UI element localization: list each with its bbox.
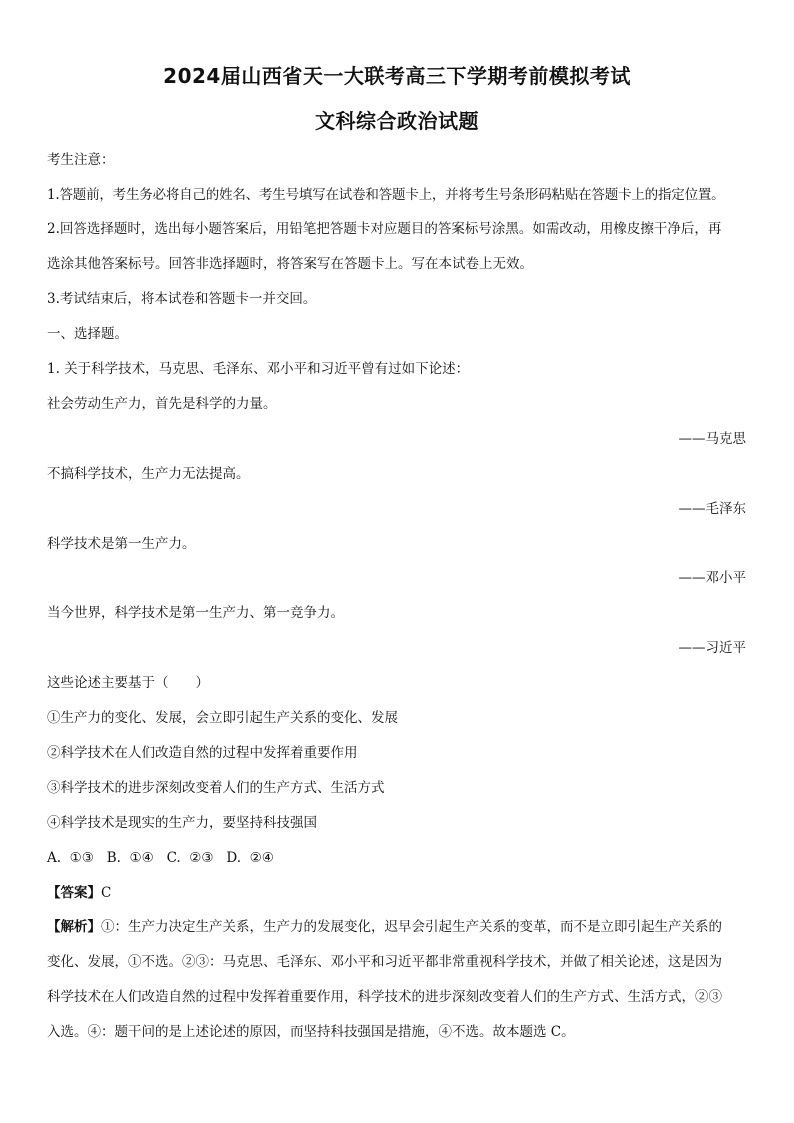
notice-heading: 考生注意： <box>47 152 115 168</box>
question-stem: 1. 关于科学技术，马克思、毛泽东、邓小平和习近平曾有过如下论述： <box>47 361 470 377</box>
exam-subtitle: 文科综合政治试题 <box>315 109 479 133</box>
statement-1: ①生产力的变化、发展，会立即引起生产关系的变化、发展 <box>47 710 398 726</box>
analysis-row-1 <box>47 917 757 937</box>
question-prompt: 这些论述主要基于（ ） <box>47 675 209 691</box>
answer-value: C <box>101 885 112 901</box>
analysis-line-4: 入选。④：题干问的是上述论述的原因，而坚持科技强国是措施，④不选。故本题选 C。 <box>47 1024 575 1040</box>
analysis-line-3: 科学技术在人们改造自然的过程中发挥着重要作用，科学技术的进步深刻改变着人们的生产方式、生活方式，②③ <box>47 989 722 1005</box>
quote-marx-author: ——马克思 <box>678 431 746 447</box>
statement-3: ③科学技术的进步深刻改变着人们的生产方式、生活方式 <box>47 780 385 796</box>
notice-item-2-line-2: 选涂其他答案标号。回答非选择题时，将答案写在答题卡上。写在本试卷上无效。 <box>47 256 533 272</box>
section-heading: 一、选择题。 <box>47 326 128 342</box>
quote-mao-text: 不搞科学技术，生产力无法提高。 <box>47 466 250 482</box>
analysis-label: 【解析】 <box>47 919 101 935</box>
statement-4: ④科学技术是现实的生产力，要坚持科技强国 <box>47 815 317 831</box>
answer-row <box>47 883 757 903</box>
answer-options: A. ①③ B. ①④ C. ②③ D. ②④ <box>47 850 274 866</box>
notice-item-2-line-1: 2.回答选择题时，选出每小题答案后，用铅笔把答题卡对应题目的答案标号涂黑。如需改动，用橡皮擦干净后，再 <box>47 221 722 237</box>
notice-item-1: 1.答题前，考生务必将自己的姓名、考生号填写在试卷和答题卡上，并将考生号条形码粘贴在答题卡上的指定位置。 <box>47 187 725 203</box>
notice-item-3: 3.考试结束后，将本试卷和答题卡一并交回。 <box>47 291 317 307</box>
analysis-line-1: ①：生产力决定生产关系，生产力的发展变化，迟早会引起生产关系的变革，而不是立即引起生产关系的 <box>101 919 722 935</box>
quote-xi-author: ——习近平 <box>678 640 746 656</box>
quote-xi-text: 当今世界，科学技术是第一生产力、第一竞争力。 <box>47 605 344 621</box>
answer-label: 【答案】 <box>47 885 101 901</box>
analysis-line-2: 变化、发展，①不选。②③：马克思、毛泽东、邓小平和习近平都非常重视科学技术，并做了相关论述，这是因为 <box>47 954 722 970</box>
quote-deng-text: 科学技术是第一生产力。 <box>47 536 196 552</box>
quote-deng-author: ——邓小平 <box>678 570 746 586</box>
quote-mao-author: ——毛泽东 <box>678 501 746 517</box>
statement-2: ②科学技术在人们改造自然的过程中发挥着重要作用 <box>47 745 358 761</box>
quote-marx-text: 社会劳动生产力，首先是科学的力量。 <box>47 396 277 412</box>
exam-title: 2024届山西省天一大联考高三下学期考前模拟考试 <box>163 64 631 88</box>
